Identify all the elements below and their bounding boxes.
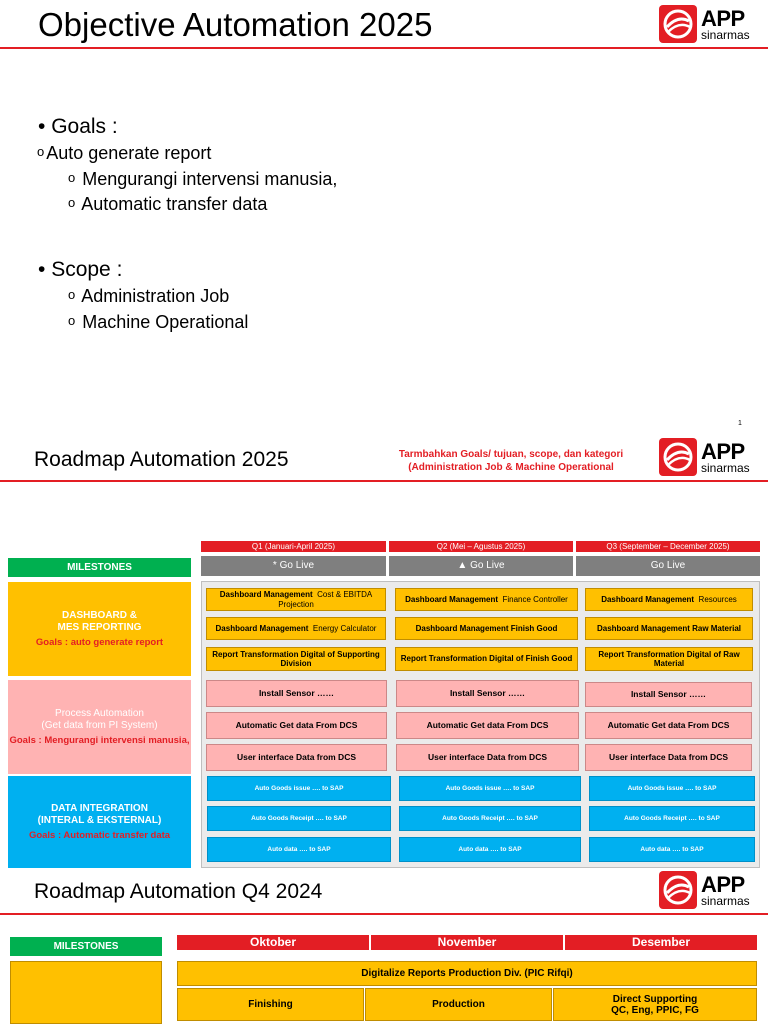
app-logo-icon [659, 5, 697, 43]
quarter-header: Q2 (Mei – Agustus 2025) [389, 541, 573, 552]
process-category: Process Automation (Get data from PI System) Goals : Mengurangi intervensi manusia, [8, 680, 191, 774]
process-task: User interface Data from DCS [396, 744, 579, 771]
logo-app-text: APP [701, 5, 745, 31]
dashboard-task: Dashboard Management Finance Controller [395, 588, 578, 611]
objective-bullets [38, 112, 337, 335]
app-logo-icon [659, 871, 697, 909]
app-logo [659, 438, 750, 476]
process-task: Install Sensor …… [585, 682, 752, 707]
finishing-task: Finishing [177, 988, 364, 1021]
production-task: Production [365, 988, 552, 1021]
quarter-header: Q3 (September – December 2025) [576, 541, 760, 552]
dashboard-task: Dashboard Management Raw Material [585, 617, 753, 640]
go-live-marker: ▲ Go Live [389, 556, 573, 576]
process-task: Automatic Get data From DCS [206, 712, 387, 739]
dashboard-task: Dashboard Management Finish Good [395, 617, 578, 640]
go-live-marker: * Go Live [201, 556, 386, 576]
app-logo-icon [659, 438, 697, 476]
logo-sub-text: sinarmas [701, 460, 750, 475]
report-task: Report Transformation Digital of Raw Material [585, 647, 753, 671]
month-header: Desember [565, 935, 757, 950]
logo-app-text: APP [701, 438, 745, 464]
goals-main-item: o Auto generate report [37, 143, 212, 164]
report-task: Report Transformation Digital of Finish Good [395, 647, 578, 671]
milestones-label: MILESTONES [10, 937, 162, 956]
month-header: November [371, 935, 563, 950]
goals-sub-item: o Mengurangi intervensi manusia, [68, 168, 338, 189]
slide2-title: Roadmap Automation 2025 [34, 448, 289, 471]
process-task: Install Sensor …… [396, 680, 579, 707]
scope-heading: • Scope : [38, 257, 123, 281]
report-task: Report Transformation Digital of Supporting Division [206, 647, 386, 671]
process-task: Automatic Get data From DCS [585, 712, 752, 739]
go-live-marker: Go Live [576, 556, 760, 576]
scope-item: o Machine Operational [68, 311, 249, 332]
integration-task: Auto data …. to SAP [399, 837, 581, 862]
integration-task: Auto Goods issue …. to SAP [207, 776, 391, 801]
integration-task: Auto Goods Receipt …. to SAP [399, 806, 581, 831]
integration-task: Auto data …. to SAP [589, 837, 755, 862]
process-task: Install Sensor …… [206, 680, 387, 707]
process-task: User interface Data from DCS [585, 744, 752, 771]
integration-task: Auto Goods Receipt …. to SAP [589, 806, 755, 831]
direct-supporting-task: Direct Supporting QC, Eng, PPIC, FG [553, 988, 757, 1021]
milestones-label: MILESTONES [8, 558, 191, 577]
review-note: Tarmbahkan Goals/ tujuan, scope, dan kategori (Administration Job & Machine Operational [398, 449, 624, 473]
integration-task: Auto Goods issue …. to SAP [399, 776, 581, 801]
integration-task: Auto Goods Receipt …. to SAP [207, 806, 391, 831]
slide-roadmap-q4-2024 [0, 868, 768, 1024]
integration-task: Auto data …. to SAP [207, 837, 391, 862]
slide3-title: Roadmap Automation Q4 2024 [34, 880, 323, 903]
roadmap-grid [201, 581, 760, 868]
slide1-title: Objective Automation 2025 [38, 6, 433, 43]
logo-sub-text: sinarmas [701, 893, 750, 908]
logo-app-text: APP [701, 871, 745, 897]
app-logo [659, 871, 750, 909]
dashboard-category: DASHBOARD & MES REPORTING Goals : auto generate report [8, 582, 191, 676]
month-header: Oktober [177, 935, 369, 950]
title-rule [0, 913, 768, 915]
digitalize-reports-task: Digitalize Reports Production Div. (PIC Rifqi) [177, 961, 757, 986]
title-rule [0, 480, 768, 482]
dashboard-task: Dashboard Management Cost & EBITDA Projection [206, 588, 386, 611]
quarter-header: Q1 (Januari-April 2025) [201, 541, 386, 552]
title-rule [0, 47, 768, 49]
category-box [10, 961, 162, 1024]
process-task: Automatic Get data From DCS [396, 712, 579, 739]
page-number: 1 [738, 420, 742, 427]
integration-category: DATA INTEGRATION (INTERAL & EKSTERNAL) Goals : Automatic transfer data [8, 776, 191, 868]
goals-heading: • Goals : [38, 115, 118, 138]
goals-sub-item: o Automatic transfer data [68, 193, 268, 214]
slide-roadmap-2025 [0, 432, 768, 868]
scope-item: o Administration Job [68, 286, 230, 307]
logo-sub-text: sinarmas [701, 27, 750, 42]
slide-objective [0, 0, 768, 432]
dashboard-task: Dashboard Management Energy Calculator [206, 617, 386, 640]
integration-task: Auto Goods issue …. to SAP [589, 776, 755, 801]
app-logo [659, 5, 750, 43]
dashboard-task: Dashboard Management Resources [585, 588, 753, 611]
process-task: User interface Data from DCS [206, 744, 387, 771]
